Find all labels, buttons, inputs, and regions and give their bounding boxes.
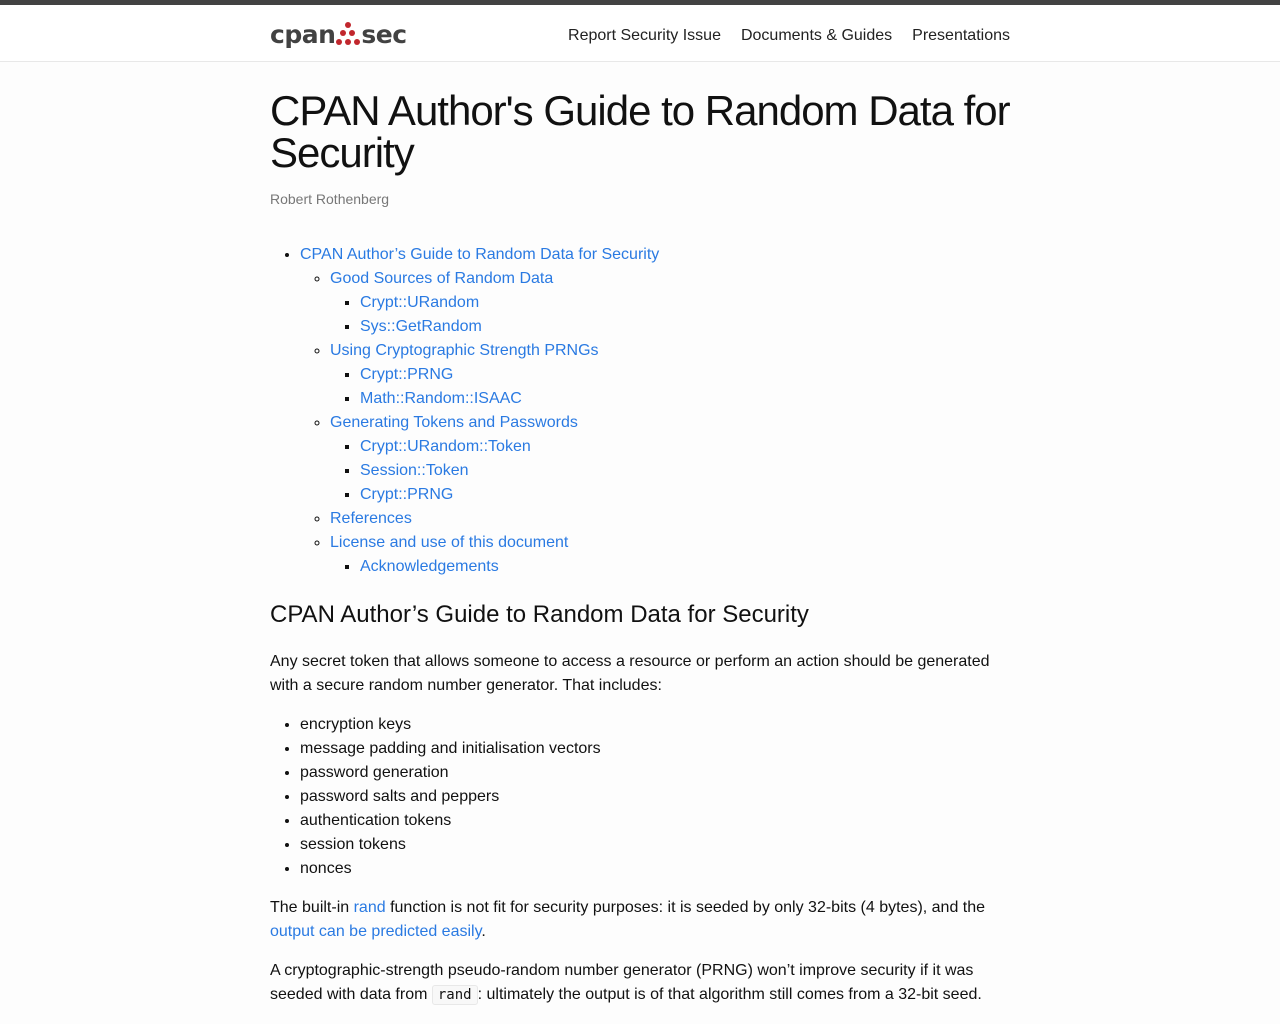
- toc-link[interactable]: Crypt::URandom::Token: [360, 438, 531, 455]
- toc-link[interactable]: License and use of this document: [330, 534, 569, 551]
- list-item: • authentication tokens: [300, 809, 1010, 833]
- toc-item: [360, 315, 1010, 339]
- logo-text-right: sec: [361, 20, 407, 49]
- use-case-list: [270, 713, 1010, 881]
- toc-item: [360, 459, 1010, 483]
- list-item: • session tokens: [300, 833, 1010, 857]
- toc-link[interactable]: References: [330, 510, 412, 527]
- toc-link[interactable]: Crypt::PRNG: [360, 486, 454, 503]
- list-item: • nonces: [300, 857, 1010, 881]
- toc-item: [330, 531, 1010, 579]
- toc-item: [300, 243, 1010, 579]
- toc-item: [360, 435, 1010, 459]
- toc-item: [360, 555, 1010, 579]
- list-item: • password salts and peppers: [300, 785, 1010, 809]
- toc-link[interactable]: Sys::GetRandom: [360, 318, 482, 335]
- section-heading: CPAN Author’s Guide to Random Data for Security: [270, 601, 809, 628]
- toc-item: [360, 291, 1010, 315]
- list-item: • message padding and initialisation vectors: [300, 737, 1010, 761]
- toc-link[interactable]: Generating Tokens and Passwords: [330, 414, 578, 431]
- toc-link[interactable]: Using Cryptographic Strength PRNGs: [330, 342, 599, 359]
- toc-link[interactable]: Good Sources of Random Data: [330, 270, 554, 287]
- article-author: Robert Rothenberg: [270, 191, 390, 207]
- toc-item: [330, 411, 1010, 507]
- toc-item: [330, 339, 1010, 411]
- toc-link[interactable]: Acknowledgements: [360, 558, 499, 575]
- intro-paragraph: Any secret token that allows someone to access a resource or perform an action should be generated with a secure random number generator. That includes:: [270, 653, 990, 694]
- toc-item: [360, 363, 1010, 387]
- article: [270, 87, 1010, 1007]
- predicted-easily-link[interactable]: output can be predicted easily: [270, 923, 482, 940]
- toc-link[interactable]: Crypt::URandom: [360, 294, 480, 311]
- site-logo[interactable]: [270, 20, 407, 50]
- nav-documents-guides[interactable]: Documents & Guides: [740, 27, 893, 44]
- toc-link[interactable]: Math::Random::ISAAC: [360, 390, 522, 407]
- toc-item: [360, 387, 1010, 411]
- prng-paragraph: A cryptographic-strength pseudo-random number generator (PRNG) won’t improve security if it was seeded with data from rand : ultimately the output is of that algorithm still comes from a 32-bit seed.: [270, 962, 982, 1003]
- list-item: • encryption keys: [300, 713, 1010, 737]
- toc-item: [330, 507, 1010, 531]
- list-item: • password generation: [300, 761, 1010, 785]
- toc-link[interactable]: Session::Token: [360, 462, 469, 479]
- toc-link[interactable]: CPAN Author’s Guide to Random Data for Security: [300, 246, 660, 263]
- rand-paragraph: The built-in rand function is not fit for security purposes: it is seeded by only 32-bits (4 bytes), and the output can be predicted easily.: [270, 899, 986, 940]
- toc-item: [360, 483, 1010, 507]
- article-title: CPAN Author's Guide to Random Data for Security: [270, 87, 1010, 176]
- logo-dots-icon: [335, 20, 361, 50]
- toc-item: [330, 267, 1010, 339]
- nav-report-security-issue[interactable]: Report Security Issue: [568, 27, 721, 44]
- site-nav: [568, 27, 1010, 45]
- nav-presentations[interactable]: Presentations: [912, 27, 1010, 44]
- site-header: [0, 5, 1280, 62]
- rand-link[interactable]: rand: [353, 899, 386, 916]
- toc-link[interactable]: Crypt::PRNG: [360, 366, 454, 383]
- logo-text-left: cpan: [270, 20, 336, 49]
- table-of-contents: [270, 243, 1010, 579]
- inline-code-rand: rand: [432, 985, 478, 1005]
